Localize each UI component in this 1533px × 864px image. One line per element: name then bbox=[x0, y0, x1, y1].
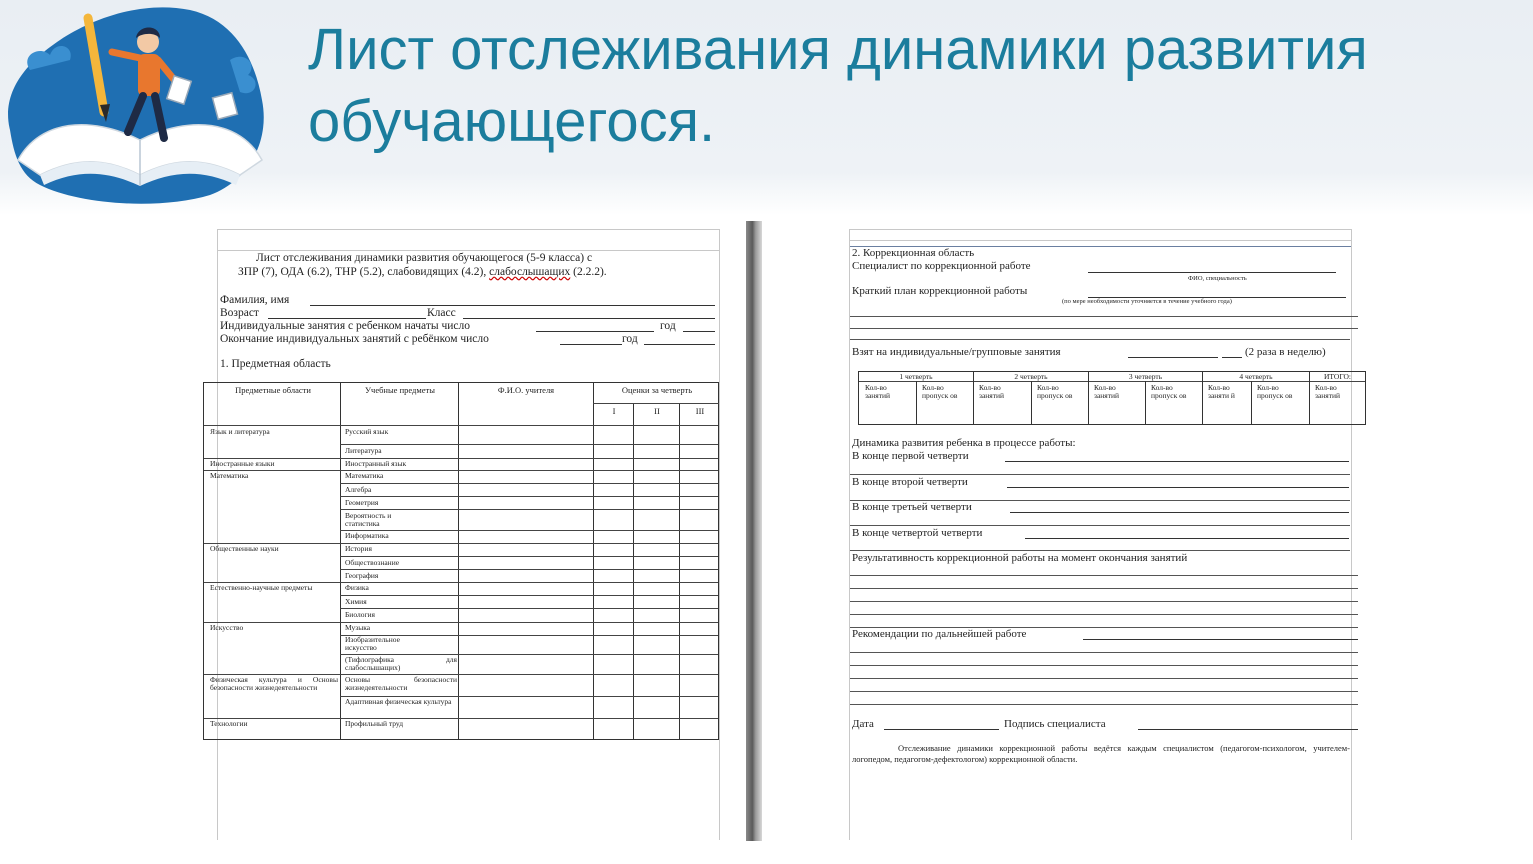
plan-caption: (по мере необходимости уточняется в течение учебного года) bbox=[1062, 298, 1232, 305]
field-start-label: Индивидуальные занятия с ребенком начаты число bbox=[220, 320, 471, 332]
field-class-label: Класс bbox=[427, 307, 456, 319]
plan-label: Краткий план коррекционной работы bbox=[852, 285, 1028, 297]
quarter-header: 1 четверть bbox=[899, 373, 933, 381]
subject-label: Информатика bbox=[345, 532, 389, 540]
quarter2-end-label: В конце второй четверти bbox=[852, 476, 968, 488]
col-sessions: Кол-во занятий bbox=[1094, 384, 1120, 400]
field-age-line[interactable] bbox=[268, 318, 426, 319]
subject-label: Изобразительное искусство bbox=[345, 636, 400, 652]
subject-label: Химия bbox=[345, 598, 367, 606]
col-sessions: Кол-во занятий bbox=[979, 384, 1005, 400]
subject-label: Русский язык bbox=[345, 428, 389, 436]
subject-label: Математика bbox=[345, 472, 384, 480]
date-label: Дата bbox=[852, 718, 874, 730]
page-divider bbox=[746, 221, 762, 841]
field-name-line[interactable] bbox=[310, 305, 715, 306]
total-header: ИТОГО: bbox=[1324, 373, 1351, 381]
quarter-header: 2 четверть bbox=[1014, 373, 1048, 381]
area-label: Математика bbox=[210, 472, 249, 480]
subject-label: Алгебра bbox=[345, 486, 372, 494]
specialist-label: Специалист по коррекционной работе bbox=[852, 260, 1031, 272]
subject-label: Иностранный язык bbox=[345, 460, 407, 468]
col-sessions: Кол-во занятий bbox=[865, 384, 891, 400]
taken-label: Взят на индивидуальные/групповые занятия bbox=[852, 346, 1061, 358]
col-missed: Кол-во пропуск ов bbox=[1151, 384, 1187, 400]
date-line[interactable] bbox=[884, 729, 999, 730]
field-start-year-line bbox=[683, 331, 715, 332]
field-end-label: Окончание индивидуальных занятий с ребёнком число bbox=[220, 333, 489, 345]
col-total-sessions: Кол-во занятий bbox=[1315, 384, 1341, 400]
signature-label: Подпись специалиста bbox=[1004, 718, 1106, 730]
field-end-year-line bbox=[644, 344, 715, 345]
subject-label: Биология bbox=[345, 611, 376, 619]
quarter1-end-line[interactable] bbox=[1005, 461, 1349, 462]
subject-label: История bbox=[345, 545, 372, 553]
subject-label: Основы безопасности жизнедеятельности bbox=[345, 676, 457, 692]
taken-line[interactable] bbox=[1128, 357, 1218, 358]
quarter-header: 3 четверть bbox=[1128, 373, 1163, 381]
subject-label: Вероятность и статистика bbox=[345, 512, 392, 528]
quarter4-end-label: В конце четвертой четверти bbox=[852, 527, 983, 539]
tracking-sheet-page-2 bbox=[849, 229, 1352, 840]
col-header-grades: Оценки за четверть bbox=[621, 386, 693, 395]
col-header-q2: II bbox=[654, 407, 660, 416]
subject-label: Обществознание bbox=[345, 559, 400, 567]
sheet-heading-line1: Лист отслеживания динамики развития обучающегося (5-9 класса) с bbox=[256, 252, 593, 264]
col-missed: Кол-во пропуск ов bbox=[1257, 384, 1293, 400]
field-name-label: Фамилия, имя bbox=[220, 294, 290, 306]
quarter1-end-label: В конце первой четверти bbox=[852, 450, 969, 462]
sheet-heading-line2: ЗПР (7), ОДА (6.2), ТНР (5.2), слабовидящих (4.2), слабослышащих (2.2.2). bbox=[238, 266, 607, 278]
col-header-teacher: Ф.И.О. учителя bbox=[497, 386, 555, 395]
subject-label: (Тифлографика для слабослышащих) bbox=[345, 656, 457, 672]
results-label: Результативность коррекционной работы на момент окончания занятий bbox=[852, 552, 1188, 564]
subject-label: Геометрия bbox=[345, 499, 379, 507]
field-class-line[interactable] bbox=[463, 318, 715, 319]
quarter3-end-line[interactable] bbox=[1010, 512, 1349, 513]
subject-label: Профильный труд bbox=[345, 720, 404, 728]
sessions-table bbox=[858, 371, 1366, 425]
col-header-q1: I bbox=[612, 407, 616, 416]
specialist-caption: ФИО, специальность bbox=[1188, 275, 1247, 282]
area-label: Технологии bbox=[210, 720, 248, 728]
col-header-areas: Предметные области bbox=[235, 386, 311, 395]
student-on-book-illustration bbox=[0, 0, 290, 215]
field-end-year: год bbox=[622, 333, 638, 345]
field-age-label: Возраст bbox=[220, 307, 259, 319]
quarter2-end-line[interactable] bbox=[1007, 487, 1349, 488]
signature-line[interactable] bbox=[1138, 729, 1358, 730]
recommend-line[interactable] bbox=[1083, 639, 1358, 640]
col-header-q3: III bbox=[695, 407, 705, 416]
col-sessions: Кол-во заняти й bbox=[1208, 384, 1235, 400]
area-label: Язык и литература bbox=[210, 428, 270, 436]
area-label: Искусство bbox=[210, 624, 244, 632]
subject-label: География bbox=[345, 572, 379, 580]
field-end-line[interactable] bbox=[560, 344, 622, 345]
field-start-year: год bbox=[660, 320, 676, 332]
col-missed: Кол-во пропуск ов bbox=[1037, 384, 1073, 400]
subject-label: Музыка bbox=[345, 624, 371, 632]
area-label: Физическая культура и Основы безопасности жизнедеятельности bbox=[210, 676, 338, 692]
subject-table bbox=[203, 382, 719, 740]
col-missed: Кол-во пропуск ов bbox=[922, 384, 958, 400]
slide-title: Лист отслеживания динамики развития обучающегося. bbox=[308, 17, 1368, 154]
quarter-header: 4 четверть bbox=[1239, 373, 1273, 381]
subject-label: Литература bbox=[345, 447, 382, 455]
area-label: Естественно-научные предметы bbox=[210, 584, 313, 592]
area-label: Иностранные языки bbox=[210, 460, 275, 468]
subject-label: Физика bbox=[345, 584, 369, 592]
tracking-note: Отслеживание динамики коррекционной работы ведётся каждым специалистом (педагогом-психологом, учителем- логопедом, педагогом-дефектологом) коррекционной области. bbox=[852, 743, 1350, 764]
dynamics-label: Динамика развития ребенка в процессе работы: bbox=[852, 437, 1076, 449]
quarter3-end-label: В конце третьей четверти bbox=[852, 501, 972, 513]
section1-title: 1. Предметная область bbox=[220, 358, 331, 370]
taken-line-2[interactable] bbox=[1222, 357, 1242, 358]
quarter4-end-line[interactable] bbox=[1025, 538, 1349, 539]
section2-title: 2. Коррекционная область bbox=[852, 247, 975, 259]
recommend-label: Рекомендации по дальнейшей работе bbox=[852, 628, 1027, 640]
tracking-sheet-page-1 bbox=[210, 229, 720, 840]
field-start-line[interactable] bbox=[536, 331, 654, 332]
col-header-subjects: Учебные предметы bbox=[365, 386, 435, 395]
specialist-line[interactable] bbox=[1088, 272, 1336, 273]
taken-frequency: (2 раза в неделю) bbox=[1245, 346, 1326, 358]
area-label: Общественные науки bbox=[210, 545, 279, 553]
subject-label: Адаптивная физическая культура bbox=[345, 698, 452, 706]
slide-header bbox=[0, 0, 1533, 215]
